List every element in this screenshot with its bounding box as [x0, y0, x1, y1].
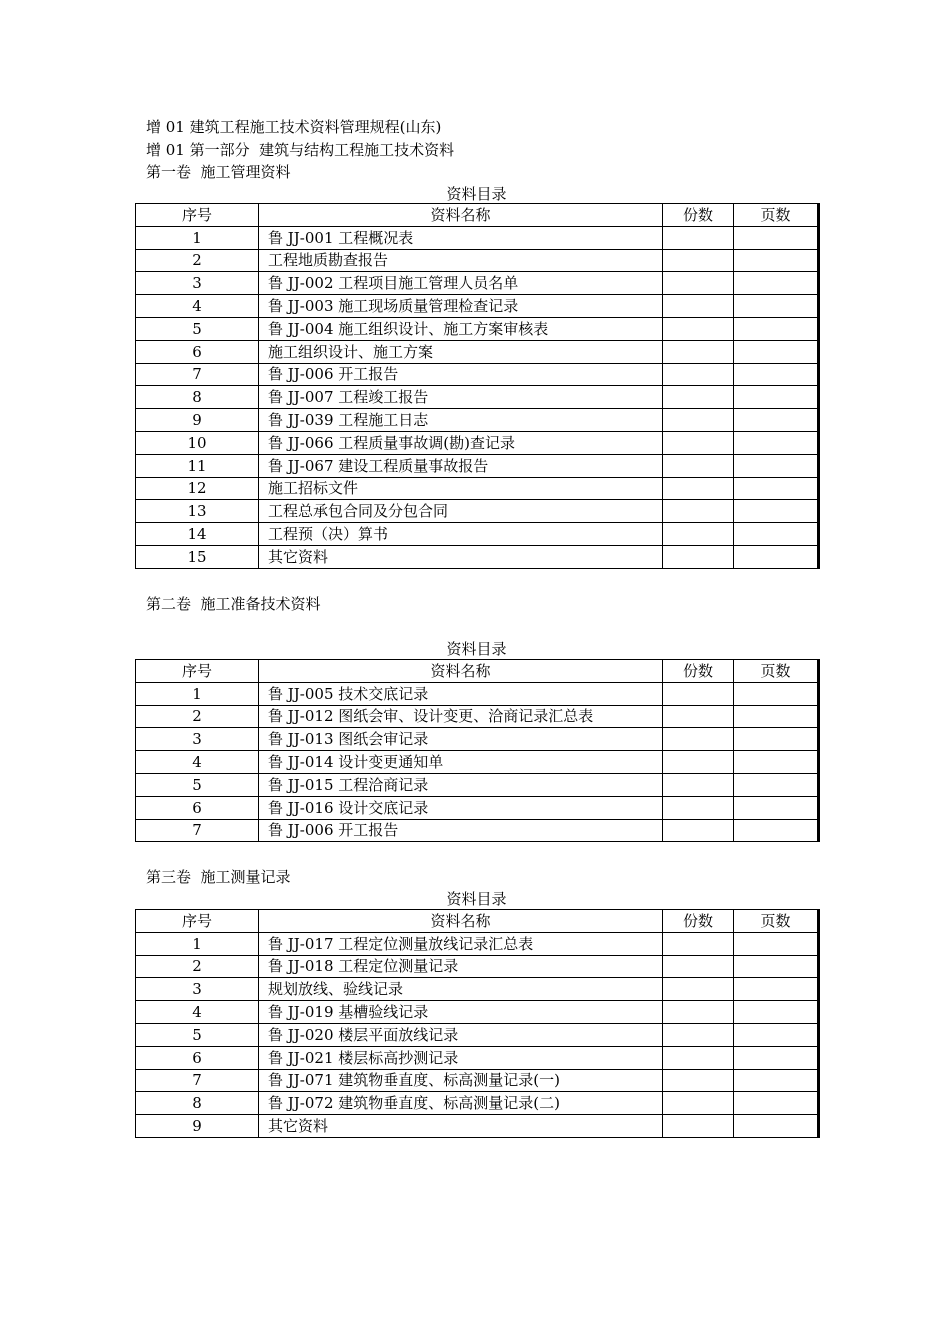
row-number: 7 — [136, 363, 259, 386]
row-copies — [663, 226, 734, 249]
row-copies — [663, 728, 734, 751]
row-pages — [734, 249, 819, 272]
table-row — [136, 978, 819, 1001]
row-number: 8 — [136, 386, 259, 409]
row-number: 3 — [136, 978, 259, 1001]
table-row — [136, 226, 819, 249]
table-row — [136, 1046, 819, 1069]
row-copies — [663, 1023, 734, 1046]
col-header-no: 序号 — [136, 204, 259, 227]
row-copies — [663, 295, 734, 318]
row-pages — [734, 682, 819, 705]
table-row — [136, 363, 819, 386]
row-copies — [663, 317, 734, 340]
table-row — [136, 728, 819, 751]
row-document-name: 鲁 JJ-016 设计交底记录 — [259, 796, 663, 819]
table-row — [136, 773, 819, 796]
table-row — [136, 386, 819, 409]
table-header-row — [136, 660, 819, 683]
row-number: 4 — [136, 295, 259, 318]
row-number: 2 — [136, 955, 259, 978]
row-copies — [663, 409, 734, 432]
col-header-pages: 页数 — [734, 204, 819, 227]
row-document-name: 鲁 JJ-013 图纸会审记录 — [259, 728, 663, 751]
row-pages — [734, 295, 819, 318]
row-number: 10 — [136, 431, 259, 454]
row-document-name: 鲁 JJ-001 工程概况表 — [259, 226, 663, 249]
row-copies — [663, 932, 734, 955]
row-number: 2 — [136, 249, 259, 272]
table-row — [136, 500, 819, 523]
row-pages — [734, 751, 819, 774]
row-pages — [734, 932, 819, 955]
table-row — [136, 932, 819, 955]
col-header-name: 资料名称 — [259, 204, 663, 227]
row-pages — [734, 500, 819, 523]
row-pages — [734, 386, 819, 409]
table-row — [136, 1023, 819, 1046]
table-row — [136, 317, 819, 340]
row-copies — [663, 545, 734, 568]
table-row — [136, 1001, 819, 1024]
col-header-no: 序号 — [136, 910, 259, 933]
row-copies — [663, 386, 734, 409]
table-row — [136, 249, 819, 272]
row-pages — [734, 1046, 819, 1069]
col-header-no: 序号 — [136, 660, 259, 683]
table-row — [136, 477, 819, 500]
row-pages — [734, 1069, 819, 1092]
row-number: 15 — [136, 545, 259, 568]
row-number: 9 — [136, 409, 259, 432]
table-header-row — [136, 910, 819, 933]
table-row — [136, 523, 819, 546]
row-number: 6 — [136, 796, 259, 819]
row-pages — [734, 955, 819, 978]
row-number: 14 — [136, 523, 259, 546]
col-header-pages: 页数 — [734, 910, 819, 933]
volume-3-table — [135, 909, 820, 1138]
row-pages — [734, 1092, 819, 1115]
volume-2-rows — [136, 682, 819, 842]
row-number: 11 — [136, 454, 259, 477]
row-copies — [663, 1046, 734, 1069]
row-pages — [734, 340, 819, 363]
row-pages — [734, 523, 819, 546]
row-document-name: 鲁 JJ-020 楼层平面放线记录 — [259, 1023, 663, 1046]
row-number: 5 — [136, 1023, 259, 1046]
table-row — [136, 295, 819, 318]
row-number: 5 — [136, 773, 259, 796]
row-pages — [734, 477, 819, 500]
row-number: 3 — [136, 272, 259, 295]
row-document-name: 鲁 JJ-019 基槽验线记录 — [259, 1001, 663, 1024]
row-document-name: 鲁 JJ-072 建筑物垂直度、标高测量记录(二) — [259, 1092, 663, 1115]
row-document-name: 其它资料 — [259, 1115, 663, 1138]
row-copies — [663, 363, 734, 386]
row-document-name: 工程地质勘查报告 — [259, 249, 663, 272]
row-document-name: 工程预（决）算书 — [259, 523, 663, 546]
row-pages — [734, 431, 819, 454]
row-copies — [663, 500, 734, 523]
row-copies — [663, 773, 734, 796]
part-title: 增 01 第一部分 建筑与结构工程施工技术资料 — [146, 141, 455, 159]
row-copies — [663, 955, 734, 978]
row-document-name: 鲁 JJ-021 楼层标高抄测记录 — [259, 1046, 663, 1069]
row-pages — [734, 545, 819, 568]
volume-1-caption: 资料目录 — [446, 185, 507, 203]
row-number: 7 — [136, 1069, 259, 1092]
row-copies — [663, 431, 734, 454]
row-copies — [663, 340, 734, 363]
row-copies — [663, 272, 734, 295]
row-document-name: 鲁 JJ-003 施工现场质量管理检查记录 — [259, 295, 663, 318]
row-number: 1 — [136, 226, 259, 249]
row-document-name: 鲁 JJ-002 工程项目施工管理人员名单 — [259, 272, 663, 295]
col-header-copies: 份数 — [663, 910, 734, 933]
row-number: 12 — [136, 477, 259, 500]
row-pages — [734, 978, 819, 1001]
row-pages — [734, 705, 819, 728]
row-document-name: 工程总承包合同及分包合同 — [259, 500, 663, 523]
row-pages — [734, 363, 819, 386]
row-document-name: 鲁 JJ-012 图纸会审、设计变更、洽商记录汇总表 — [259, 705, 663, 728]
row-number: 4 — [136, 1001, 259, 1024]
row-document-name: 鲁 JJ-007 工程竣工报告 — [259, 386, 663, 409]
row-document-name: 施工组织设计、施工方案 — [259, 340, 663, 363]
row-copies — [663, 682, 734, 705]
row-copies — [663, 454, 734, 477]
table-row — [136, 705, 819, 728]
volume-3-caption: 资料目录 — [446, 890, 507, 908]
table-row — [136, 682, 819, 705]
row-pages — [734, 1115, 819, 1138]
row-copies — [663, 1115, 734, 1138]
row-copies — [663, 1092, 734, 1115]
table-row — [136, 1092, 819, 1115]
row-number: 9 — [136, 1115, 259, 1138]
table-row — [136, 796, 819, 819]
row-document-name: 鲁 JJ-071 建筑物垂直度、标高测量记录(一) — [259, 1069, 663, 1092]
row-number: 13 — [136, 500, 259, 523]
row-number: 1 — [136, 682, 259, 705]
row-document-name: 其它资料 — [259, 545, 663, 568]
row-copies — [663, 249, 734, 272]
row-copies — [663, 796, 734, 819]
row-document-name: 鲁 JJ-067 建设工程质量事故报告 — [259, 454, 663, 477]
row-number: 4 — [136, 751, 259, 774]
row-copies — [663, 1069, 734, 1092]
row-copies — [663, 705, 734, 728]
volume-1-rows — [136, 226, 819, 568]
col-header-name: 资料名称 — [259, 910, 663, 933]
row-number: 5 — [136, 317, 259, 340]
row-document-name: 鲁 JJ-006 开工报告 — [259, 819, 663, 842]
table-row — [136, 272, 819, 295]
row-copies — [663, 523, 734, 546]
row-document-name: 鲁 JJ-015 工程洽商记录 — [259, 773, 663, 796]
row-number: 6 — [136, 340, 259, 363]
volume-3-rows — [136, 932, 819, 1137]
row-copies — [663, 1001, 734, 1024]
row-pages — [734, 454, 819, 477]
volume-3-title: 第三卷 施工测量记录 — [146, 868, 291, 886]
row-document-name: 鲁 JJ-014 设计变更通知单 — [259, 751, 663, 774]
table-row — [136, 409, 819, 432]
table-header-row — [136, 204, 819, 227]
row-number: 2 — [136, 705, 259, 728]
table-row — [136, 431, 819, 454]
table-row — [136, 1115, 819, 1138]
row-document-name: 施工招标文件 — [259, 477, 663, 500]
table-row — [136, 454, 819, 477]
row-document-name: 鲁 JJ-017 工程定位测量放线记录汇总表 — [259, 932, 663, 955]
row-document-name: 鲁 JJ-018 工程定位测量记录 — [259, 955, 663, 978]
row-number: 7 — [136, 819, 259, 842]
row-pages — [734, 796, 819, 819]
row-pages — [734, 773, 819, 796]
volume-1-title: 第一卷 施工管理资料 — [146, 163, 291, 181]
col-header-copies: 份数 — [663, 204, 734, 227]
row-copies — [663, 477, 734, 500]
volume-2-title: 第二卷 施工准备技术资料 — [146, 595, 321, 613]
row-number: 1 — [136, 932, 259, 955]
row-document-name: 鲁 JJ-004 施工组织设计、施工方案审核表 — [259, 317, 663, 340]
col-header-pages: 页数 — [734, 660, 819, 683]
table-row — [136, 545, 819, 568]
table-row — [136, 819, 819, 842]
row-document-name: 鲁 JJ-039 工程施工日志 — [259, 409, 663, 432]
row-number: 8 — [136, 1092, 259, 1115]
row-copies — [663, 819, 734, 842]
volume-2-table — [135, 659, 820, 842]
table-row — [136, 1069, 819, 1092]
volume-2-caption: 资料目录 — [446, 640, 507, 658]
row-document-name: 鲁 JJ-066 工程质量事故调(勘)查记录 — [259, 431, 663, 454]
table-row — [136, 955, 819, 978]
row-number: 6 — [136, 1046, 259, 1069]
row-document-name: 鲁 JJ-005 技术交底记录 — [259, 682, 663, 705]
col-header-copies: 份数 — [663, 660, 734, 683]
row-pages — [734, 409, 819, 432]
row-pages — [734, 1023, 819, 1046]
table-row — [136, 751, 819, 774]
document-title: 增 01 建筑工程施工技术资料管理规程(山东) — [146, 118, 442, 136]
table-row — [136, 340, 819, 363]
row-copies — [663, 978, 734, 1001]
col-header-name: 资料名称 — [259, 660, 663, 683]
row-copies — [663, 751, 734, 774]
row-pages — [734, 1001, 819, 1024]
row-pages — [734, 819, 819, 842]
row-pages — [734, 226, 819, 249]
row-document-name: 鲁 JJ-006 开工报告 — [259, 363, 663, 386]
volume-1-table — [135, 203, 820, 569]
row-pages — [734, 728, 819, 751]
row-document-name: 规划放线、验线记录 — [259, 978, 663, 1001]
row-number: 3 — [136, 728, 259, 751]
row-pages — [734, 317, 819, 340]
row-pages — [734, 272, 819, 295]
